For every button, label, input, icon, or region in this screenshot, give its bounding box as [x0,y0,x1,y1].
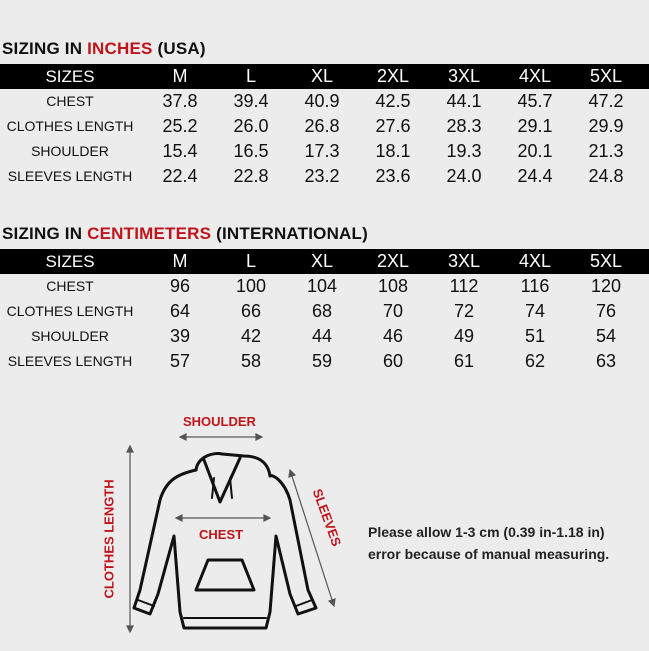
table-cell: 25.2 [162,116,198,136]
table-cell: 26.0 [233,116,269,136]
header-size-l: L [245,251,256,271]
table-cell: 104 [306,276,338,296]
table-cell: 16.5 [233,141,269,161]
header-sizes-label: SIZES [45,67,95,86]
table-cell: 26.8 [304,116,340,136]
header-size-2xl: 2XL [376,66,410,86]
table-cell: 60 [382,351,404,371]
inches-title-suffix: (USA) [152,39,206,58]
table-cell: 96 [169,276,191,296]
table-cell: 21.3 [588,141,624,161]
inches-title-prefix: SIZING IN [2,39,88,58]
table-cell: 28.3 [446,116,482,136]
table-cell: 27.6 [375,116,411,136]
table-cell: 44 [311,326,333,346]
table-cell: 54 [595,326,617,346]
table-cell: 70 [382,301,404,321]
table-cell: 112 [449,276,479,296]
shoulder-label: SHOULDER [183,414,256,429]
header-sizes-label: SIZES [45,252,95,271]
header-size-l: L [245,66,256,86]
table-cell: 17.3 [304,141,340,161]
header-size-4xl: 4XL [518,251,552,271]
table-cell: 39.4 [233,91,269,111]
table-cell: 37.8 [162,91,198,111]
table-cell: 23.6 [375,166,411,186]
note-line-2: error because of manual measuring. [368,546,610,562]
table-cell: 59 [311,351,333,371]
table-cell: 22.4 [162,166,198,186]
table-cell: 44.1 [446,91,482,111]
row-label: CLOTHES LENGTH [6,303,134,319]
table-cell: 49 [453,326,475,346]
table-cell: 45.7 [517,91,553,111]
row-label: SHOULDER [31,328,109,344]
row-label: CHEST [46,93,94,109]
table-cell: 22.8 [233,166,269,186]
table-cell: 15.4 [162,141,198,161]
table-cell: 68 [311,301,333,321]
note-line-1: Please allow 1-3 cm (0.39 in-1.18 in) [368,524,605,540]
table-cell: 51 [524,326,546,346]
table-cell: 29.1 [517,116,553,136]
clothes-length-label: CLOTHES LENGTH [101,479,117,599]
table-cell: 23.2 [304,166,340,186]
centimeters-title-prefix: SIZING IN [2,224,88,243]
cuff-right [296,600,312,606]
table-cell: 62 [524,351,546,371]
table-cell: 61 [453,351,475,371]
table-cell: 29.9 [588,116,624,136]
header-size-3xl: 3XL [447,66,481,86]
table-cell: 19.3 [446,141,482,161]
centimeters-title-suffix: (INTERNATIONAL) [211,224,368,243]
table-cell: 120 [590,276,622,296]
row-label: SLEEVES LENGTH [7,353,133,369]
table-cell: 76 [595,301,617,321]
table-cell: 57 [169,351,191,371]
centimeters-title-highlight: CENTIMETERS [87,224,212,243]
sleeves-label: SLEEVES [309,486,345,549]
row-label: CHEST [46,278,94,294]
table-cell: 63 [595,351,617,371]
table-cell: 42.5 [375,91,411,111]
kangaroo-pocket [196,560,254,590]
header-size-2xl: 2XL [376,251,410,271]
table-cell: 24.4 [517,166,553,186]
header-size-3xl: 3XL [447,251,481,271]
table-cell: 42 [240,326,262,346]
table-cell: 100 [235,276,267,296]
table-cell: 72 [453,301,475,321]
table-cell: 47.2 [588,91,624,111]
table-cell: 20.1 [517,141,553,161]
header-size-xl: XL [310,251,334,271]
row-label: SLEEVES LENGTH [7,168,133,184]
table-cell: 39 [169,326,191,346]
table-cell: 108 [377,276,409,296]
header-size-m: M [172,251,188,271]
table-cell: 66 [240,301,262,321]
hood-inner [204,458,240,502]
cuff-left [138,600,154,606]
table-cell: 64 [169,301,191,321]
header-size-5xl: 5XL [589,251,623,271]
table-cell: 40.9 [304,91,340,111]
chest-label: CHEST [199,527,244,542]
header-size-4xl: 4XL [518,66,552,86]
inches-title-highlight: INCHES [87,39,153,58]
table-cell: 116 [520,276,550,296]
table-cell: 74 [524,301,546,321]
header-size-5xl: 5XL [589,66,623,86]
header-size-xl: XL [310,66,334,86]
table-cell: 24.0 [446,166,482,186]
table-cell: 46 [382,326,404,346]
row-label: SHOULDER [31,143,109,159]
table-cell: 18.1 [375,141,411,161]
table-cell: 58 [240,351,262,371]
table-cell: 24.8 [588,166,624,186]
row-label: CLOTHES LENGTH [6,118,134,134]
measurement-note [368,521,609,565]
header-size-m: M [172,66,188,86]
